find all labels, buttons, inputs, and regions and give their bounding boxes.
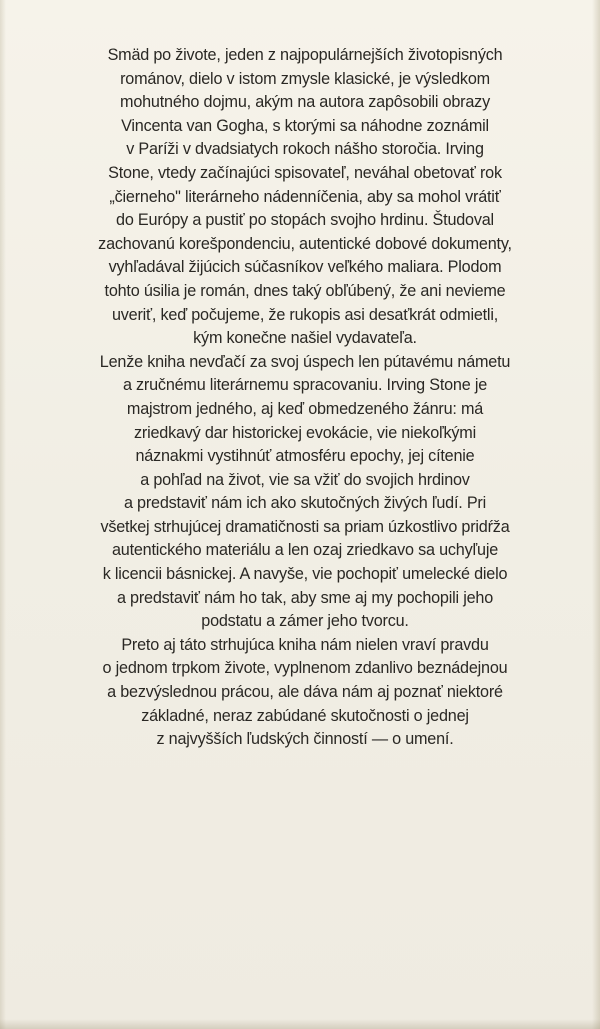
blurb-line: Vincenta van Gogha, s ktorými sa náhodne zoznámil bbox=[121, 116, 489, 135]
blurb-line: v Paríži v dvadsiatych rokoch nášho storočia. Irving bbox=[126, 140, 484, 159]
blurb-line: kým konečne našiel vydavateľa. bbox=[193, 329, 417, 348]
blurb-line: mohutného dojmu, akým na autora zapôsobili obrazy bbox=[120, 93, 490, 112]
blurb-line: vyhľadával žijúcich súčasníkov veľkého maliara. Plodom bbox=[108, 258, 502, 277]
blurb-line: uveriť, keď počujeme, že rukopis asi desaťkrát odmietli, bbox=[111, 305, 499, 324]
blurb-line: zachovanú korešpondenciu, autentické dobové dokumenty, bbox=[98, 234, 512, 253]
blurb-line: Lenže kniha nevďačí za svoj úspech len pútavému námetu bbox=[99, 352, 511, 371]
blurb-line: do Európy a pustiť po stopách svojho hrdinu. Študoval bbox=[116, 211, 494, 230]
blurb-line: o jednom trpkom živote, vyplnenom zdanlivo beznádejnou bbox=[102, 659, 508, 678]
blurb-line: „čierneho" literárneho nádenníčenia, aby sa mohol vrátiť bbox=[109, 187, 501, 206]
blurb-line: autentického materiálu a len ozaj zriedkavo sa uchyľuje bbox=[111, 541, 499, 560]
blurb-line: všetkej strhujúcej dramatičnosti sa priam úzkostlivo pridŕža bbox=[100, 517, 510, 536]
blurb-line: zriedkavý dar historickej evokácie, vie niekoľkými bbox=[134, 423, 476, 442]
blurb-text bbox=[70, 44, 540, 752]
blurb-line: podstatu a zámer jeho tvorcu. bbox=[201, 612, 409, 631]
page-edge-left bbox=[0, 0, 6, 1029]
blurb-line: Smäd po živote, jeden z najpopulárnejších životopisných bbox=[107, 46, 503, 64]
blurb-line: z najvyšších ľudských činností — o umení. bbox=[156, 730, 454, 749]
blurb-line: a bezvýslednou prácou, ale dáva nám aj poznať niektoré bbox=[107, 683, 503, 702]
blurb-line: románov, dielo v istom zmysle klasické, je výsledkom bbox=[120, 69, 490, 88]
page-edge-right bbox=[592, 0, 600, 1029]
blurb-line: a pohľad na život, vie sa vžiť do svojich hrdinov bbox=[140, 470, 470, 489]
blurb-line: a zručnému literárnemu spracovaniu. Irving Stone je bbox=[122, 376, 488, 395]
page-edge-bottom bbox=[0, 1019, 600, 1029]
blurb-line: a predstaviť nám ich ako skutočných živých ľudí. Pri bbox=[123, 494, 487, 513]
blurb-line: a predstaviť nám ho tak, aby sme aj my pochopili jeho bbox=[116, 588, 494, 607]
blurb-line: tohto úsilia je román, dnes taký obľúbený, že ani nevieme bbox=[104, 281, 506, 300]
blurb-line: náznakmi vystihnúť atmosféru epochy, jej cítenie bbox=[135, 447, 475, 466]
blurb-line: Stone, vtedy začínajúci spisovateľ, neváhal obetovať rok bbox=[108, 163, 502, 182]
blurb-line: základné, neraz zabúdané skutočnosti o jednej bbox=[141, 706, 469, 725]
blurb-line: majstrom jedného, aj keď obmedzeného žánru: má bbox=[126, 399, 484, 418]
blurb-line: k licencii básnickej. A navyše, vie pochopiť umelecké dielo bbox=[102, 565, 508, 584]
blurb-line: Preto aj táto strhujúca kniha nám nielen vraví pravdu bbox=[121, 635, 489, 654]
